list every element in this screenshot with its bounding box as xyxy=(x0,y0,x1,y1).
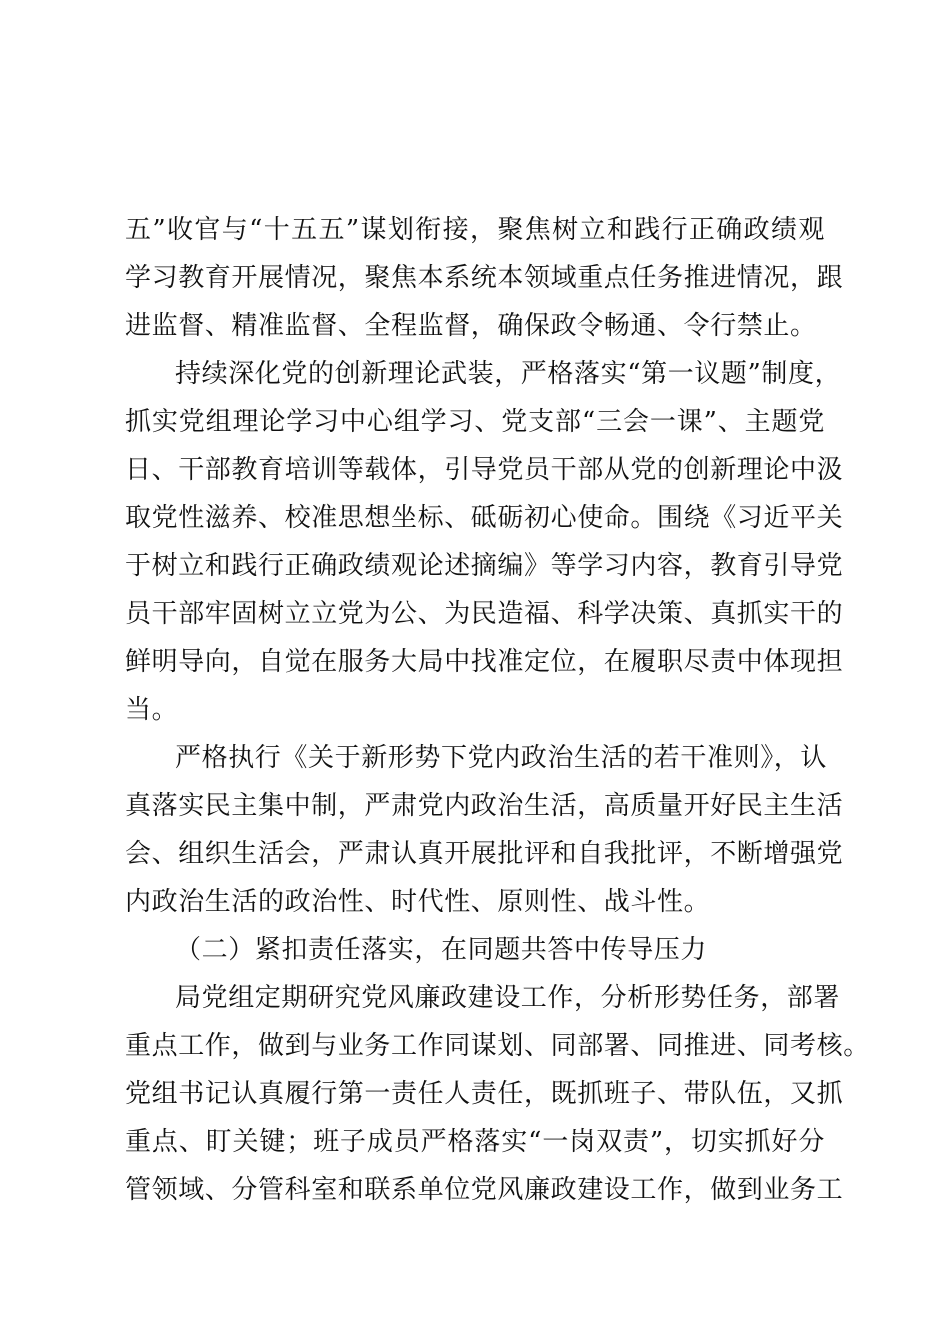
text-line: 持续深化党的创新理论武装，严格落实“第一议题”制度， xyxy=(175,359,842,389)
text-line: 党组书记认真履行第一责任人责任，既抓班子、带队伍，又抓 xyxy=(125,1079,844,1109)
document-body xyxy=(125,206,870,1214)
text-line: 重点、盯关键；班子成员严格落实“一岗双责”，切实抓好分 xyxy=(125,1127,825,1157)
text-line: 员干部牢固树立立党为公、为民造福、科学决策、真抓实干的 xyxy=(125,599,844,629)
text-line: 重点工作，做到与业务工作同谋划、同部署、同推进、同考核。 xyxy=(125,1031,870,1061)
text-line: 进监督、精准监督、全程监督，确保政令畅通、令行禁止。 xyxy=(125,311,817,341)
text-line: 当。 xyxy=(125,695,179,725)
text-line: 于树立和践行正确政绩观论述摘编》等学习内容，教育引导党 xyxy=(125,551,844,581)
text-line: 取党性滋养、校准思想坐标、砥砺初心使命。围绕《习近平关 xyxy=(125,503,844,533)
text-line: 鲜明导向，自觉在服务大局中找准定位，在履职尽责中体现担 xyxy=(125,647,844,677)
text-line: 真落实民主集中制，严肃党内政治生活，高质量开好民主生活 xyxy=(125,791,844,821)
text-line: 局党组定期研究党风廉政建设工作，分析形势任务，部署 xyxy=(175,983,841,1013)
text-line: （二）紧扣责任落实，在同题共答中传导压力 xyxy=(175,935,708,965)
text-line: 日、干部教育培训等载体，引导党员干部从党的创新理论中汲 xyxy=(125,455,844,485)
text-line: 管领域、分管科室和联系单位党风廉政建设工作，做到业务工 xyxy=(125,1175,844,1205)
text-line: 严格执行《关于新形势下党内政治生活的若干准则》，认 xyxy=(175,743,828,773)
text-line: 抓实党组理论学习中心组学习、党支部“三会一课”、主题党 xyxy=(125,407,825,437)
text-line: 五”收官与“十五五”谋划衔接，聚焦树立和践行正确政绩观 xyxy=(125,215,825,245)
text-line: 学习教育开展情况，聚焦本系统本领域重点任务推进情况，跟 xyxy=(125,263,844,293)
text-line: 会、组织生活会，严肃认真开展批评和自我批评，不断增强党 xyxy=(125,839,844,869)
text-line: 内政治生活的政治性、时代性、原则性、战斗性。 xyxy=(125,887,711,917)
